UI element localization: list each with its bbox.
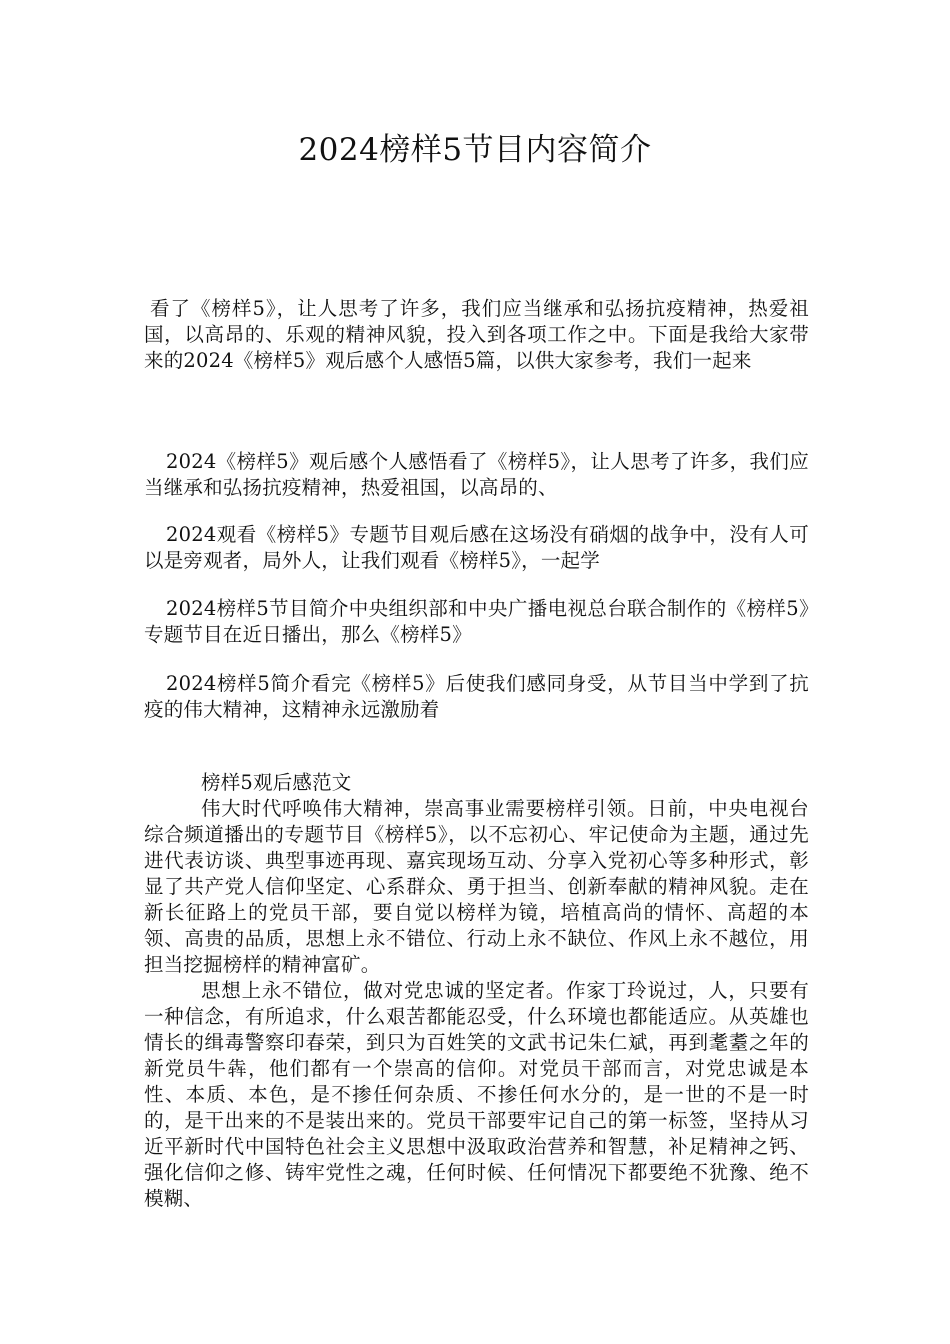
summary-item-4: 2024榜样5简介看完《榜样5》后使我们感同身受，从节目当中学到了抗疫的伟大精神，这精神永远激励着 <box>144 672 809 721</box>
summary-item-3: 2024榜样5节目简介中央组织部和中央广播电视总台联合制作的《榜样5》专题节目在近日播出，那么《榜样5》 <box>144 597 809 646</box>
essay-section <box>144 770 809 1212</box>
summary-item-1: 2024《榜样5》观后感个人感悟看了《榜样5》，让人思考了许多，我们应当继承和弘扬抗疫精神，热爱祖国，以高昂的、 <box>144 450 809 499</box>
page-title: 2024榜样5节目内容简介 <box>298 132 652 168</box>
intro-paragraph: 看了《榜样5》，让人思考了许多，我们应当继承和弘扬抗疫精神，热爱祖国，以高昂的、乐观的精神风貌，投入到各项工作之中。下面是我给大家带来的2024《榜样5》观后感个人感悟5篇，以供大家参考，我们一起来 <box>144 297 809 372</box>
summary-item-2: 2024观看《榜样5》专题节目观后感在这场没有硝烟的战争中，没有人可以是旁观者，局外人，让我们观看《榜样5》，一起学 <box>144 523 809 572</box>
essay-heading: 榜样5观后感范文 <box>201 771 352 794</box>
essay-paragraph-2: 思想上永不错位，做对党忠诚的坚定者。作家丁玲说过，人，只要有一种信念，有所追求，什么艰苦都能忍受，什么环境也都能适应。从英雄也情长的缉毒警察印春荣，到只为百姓笑的文武书记朱仁斌，再到耄耋之年的新党员牛犇，他们都有一个崇高的信仰。对党员干部而言，对党忠诚是本性、本质、本色，是不掺任何杂质、不掺任何水分的，是一世的不是一时的，是干出来的不是装出来的。党员干部要牢记自己的第一标签，坚持从习近平新时代中国特色社会主义思想中汲取政治营养和智慧，补足精神之钙、强化信仰之修、铸牢党性之魂，任何时候、任何情况下都要绝不犹豫、绝不模糊、 <box>144 979 809 1210</box>
essay-paragraph-1: 伟大时代呼唤伟大精神，崇高事业需要榜样引领。日前，中央电视台综合频道播出的专题节目《榜样5》，以不忘初心、牢记使命为主题，通过先进代表访谈、典型事迹再现、嘉宾现场互动、分享入党初心等多种形式，彰显了共产党人信仰坚定、心系群众、勇于担当、创新奉献的精神风貌。走在新长征路上的党员干部，要自觉以榜样为镜，培植高尚的情怀、高超的本领、高贵的品质，思想上永不错位、行动上永不缺位、作风上永不越位，用担当挖掘榜样的精神富矿。 <box>144 797 809 976</box>
